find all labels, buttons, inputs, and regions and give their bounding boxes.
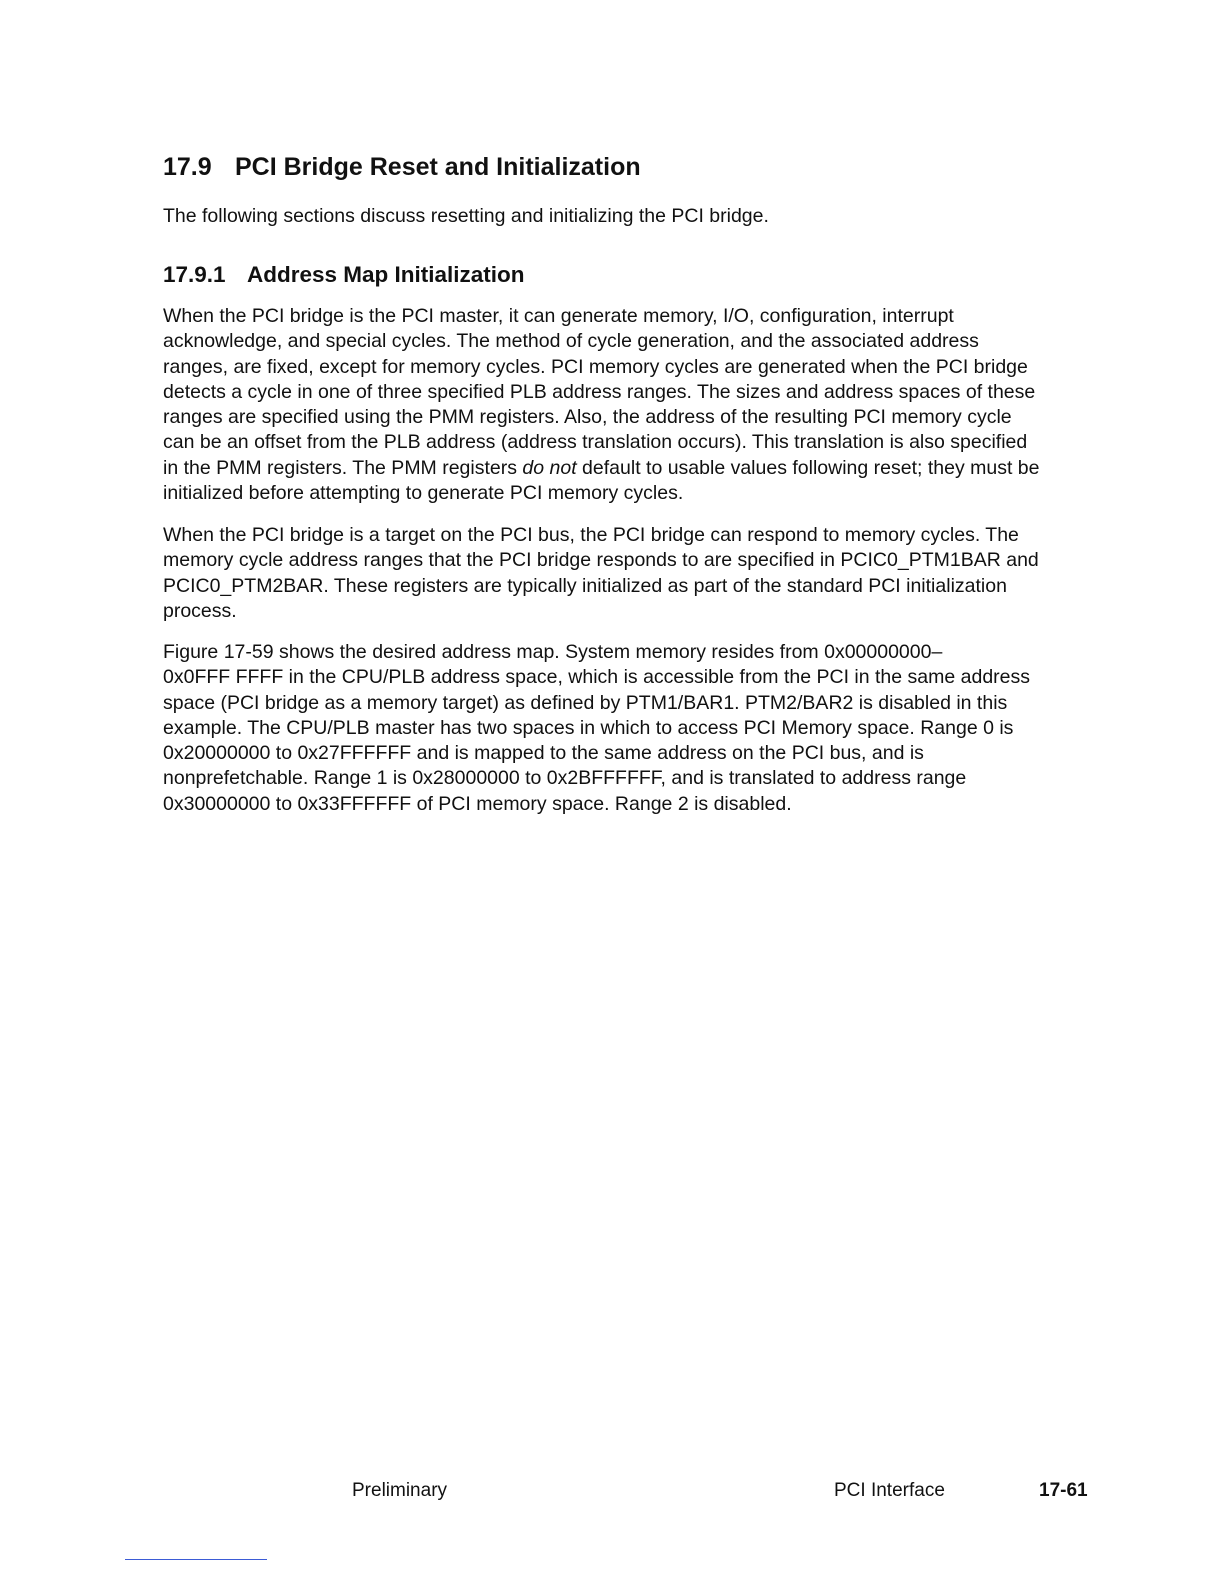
paragraph-line: 0x0FFF FFFF in the CPU/PLB address space, which is accessible from the PCI in the same address bbox=[163, 666, 1030, 689]
subsection-number: 17.9.1 bbox=[163, 262, 226, 287]
paragraph-line: ranges, are fixed, except for memory cycles. PCI memory cycles are generated when the PCI bridge bbox=[163, 355, 1028, 378]
text-run: default to usable values following reset; they must be bbox=[576, 456, 1040, 479]
section-heading bbox=[163, 150, 641, 184]
section-intro: The following sections discuss resetting and initializing the PCI bridge. bbox=[163, 205, 769, 227]
subsection-heading bbox=[163, 260, 525, 290]
bottom-rule-divider bbox=[125, 1559, 267, 1560]
footer-page-number: 17-61 bbox=[1039, 1480, 1088, 1501]
paragraph-line: process. bbox=[163, 599, 237, 622]
subsection-title: Address Map Initialization bbox=[247, 262, 525, 287]
paragraph-address-map bbox=[163, 640, 1083, 817]
emphasis-do-not: do not bbox=[522, 456, 577, 479]
paragraph-line: nonprefetchable. Range 1 is 0x28000000 to 0x2BFFFFFF, and is translated to address range bbox=[163, 767, 967, 790]
paragraph-line-with-emphasis bbox=[163, 456, 1083, 481]
paragraph-line: When the PCI bridge is the PCI master, it can generate memory, I/O, configuration, interrupt bbox=[163, 305, 954, 327]
paragraph-line: memory cycle address ranges that the PCI bridge responds to are specified in PCIC0_PTM1BAR and bbox=[163, 549, 1039, 572]
paragraph-pci-master bbox=[163, 304, 1083, 506]
paragraph-line: Figure 17-59 shows the desired address map. System memory resides from 0x00000000– bbox=[163, 641, 943, 663]
text-run: in the PMM registers. The PMM registers bbox=[163, 456, 523, 479]
paragraph-line: acknowledge, and special cycles. The method of cycle generation, and the associated address bbox=[163, 330, 979, 353]
footer-chapter: PCI Interface bbox=[834, 1480, 945, 1501]
section-title: PCI Bridge Reset and Initialization bbox=[235, 153, 641, 181]
section-number: 17.9 bbox=[163, 153, 212, 181]
paragraph-line: 0x20000000 to 0x27FFFFFF and is mapped to the same address on the PCI bus, and is bbox=[163, 742, 924, 765]
paragraph-line: detects a cycle in one of three specified PLB address ranges. The sizes and address spaces of these bbox=[163, 380, 1036, 403]
paragraph-pci-target bbox=[163, 523, 1083, 624]
paragraph-line: space (PCI bridge as a memory target) as defined by PTM1/BAR1. PTM2/BAR2 is disabled in this bbox=[163, 691, 1008, 714]
footer-status: Preliminary bbox=[352, 1480, 448, 1501]
paragraph-line: PCIC0_PTM2BAR. These registers are typically initialized as part of the standard PCI initialization bbox=[163, 574, 1007, 597]
paragraph-line: example. The CPU/PLB master has two spaces in which to access PCI Memory space. Range 0 is bbox=[163, 716, 1014, 739]
paragraph-line: can be an offset from the PLB address (address translation occurs). This translation is also specified bbox=[163, 431, 1028, 454]
paragraph-line: ranges are specified using the PMM registers. Also, the address of the resulting PCI memory cycle bbox=[163, 406, 1012, 429]
paragraph-line: 0x30000000 to 0x33FFFFFF of PCI memory space. Range 2 is disabled. bbox=[163, 792, 792, 815]
paragraph-line: initialized before attempting to generate PCI memory cycles. bbox=[163, 482, 684, 505]
paragraph-line: When the PCI bridge is a target on the PCI bus, the PCI bridge can respond to memory cycles. The bbox=[163, 524, 1019, 546]
